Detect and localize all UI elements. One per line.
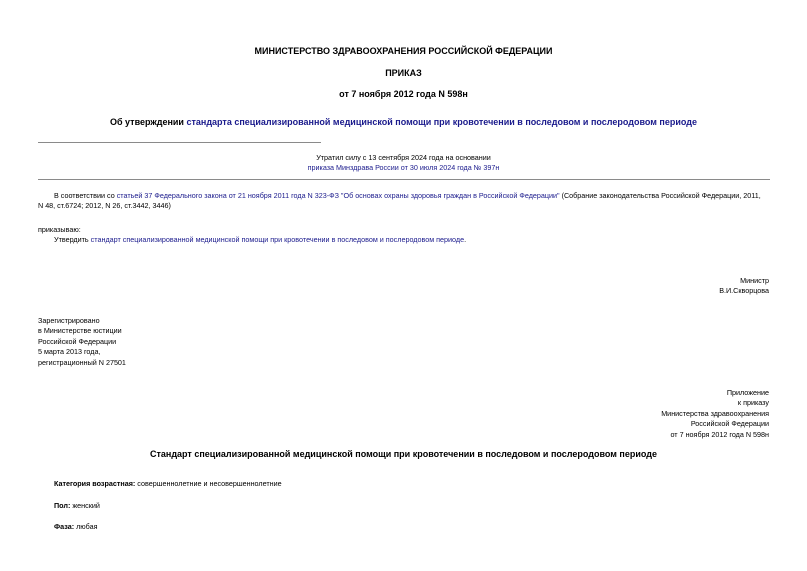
registration-line: Зарегистрировано (38, 316, 100, 325)
registration-line: регистрационный N 27501 (38, 357, 126, 367)
age-category-label: Категория возрастная: (54, 479, 136, 488)
registration-line: 5 марта 2013 года, (38, 347, 101, 357)
appendix-line: от 7 ноября 2012 года N 598н (670, 429, 769, 439)
standard-title: Стандарт специализированной медицинской помощи при кровотечении в последовом и послеродовом периоде (149, 449, 657, 459)
registration-block (38, 316, 126, 368)
phase-field (54, 522, 98, 532)
repeal-notice (0, 153, 807, 174)
age-category (54, 479, 282, 489)
preamble-paragraph (38, 191, 773, 212)
registration-line: в Министерстве юстиции (38, 326, 122, 336)
signature-block (719, 276, 769, 297)
approve-prefix: Утвердить (54, 235, 91, 244)
preamble-prefix: В соответствии со (54, 191, 117, 200)
standard-link[interactable]: стандарт специализированной медицинской помощи при кровотечении в последовом и послеродовом периоде (90, 235, 465, 244)
appendix-line: к приказу (737, 398, 769, 408)
preamble-line2: N 48, ст.6724; 2012, N 26, ст.3442, 3446) (38, 201, 171, 211)
appendix-line: Российской Федерации (690, 419, 769, 429)
signature-name: В.И.Скворцова (719, 286, 769, 296)
sex-value: женский (70, 501, 100, 510)
preamble-line1 (38, 191, 773, 201)
appendix-block (661, 388, 769, 440)
phase-value: любая (74, 522, 98, 531)
divider-short (38, 142, 321, 143)
appendix-line: Министерства здравоохранения (661, 408, 769, 418)
appendix-line: Приложение (726, 388, 769, 397)
age-category-value: совершеннолетние и несовершеннолетние (135, 479, 282, 488)
order-title (0, 117, 807, 127)
repeal-notice-link[interactable]: приказа Минздрава России от 30 июля 2024 года № 397н (307, 163, 500, 173)
order-date-number: от 7 ноября 2012 года N 598н (339, 89, 468, 99)
sex-field (54, 501, 100, 511)
phase-label: Фаза: (54, 522, 75, 531)
repeal-notice-text: Утратил силу с 13 сентября 2024 года на основании (316, 153, 491, 162)
sex-label: Пол: (54, 501, 71, 510)
approve-suffix: . (464, 235, 467, 244)
doc-type-heading: ПРИКАЗ (385, 68, 422, 78)
preamble-suffix: (Собрание законодательства Российской Федерации, 2011, (559, 191, 761, 200)
signature-position: Министр (740, 276, 769, 285)
order-title-link[interactable]: стандарта специализированной медицинской помощи при кровотечении в последовом и послеродовом периоде (186, 117, 697, 127)
divider-long (38, 179, 770, 180)
order-title-prefix: Об утверждении (109, 117, 187, 127)
law-link[interactable]: статьей 37 Федерального закона от 21 ноября 2011 года N 323-ФЗ "Об основах охраны здоровья граждан в Российской Федерации" (116, 191, 560, 200)
registration-line: Российской Федерации (38, 336, 117, 346)
approve-line (54, 235, 774, 245)
ministry-heading: МИНИСТЕРСТВО ЗДРАВООХРАНЕНИЯ РОССИЙСКОЙ ФЕДЕРАЦИИ (254, 46, 553, 56)
order-word: приказываю: (38, 225, 81, 234)
